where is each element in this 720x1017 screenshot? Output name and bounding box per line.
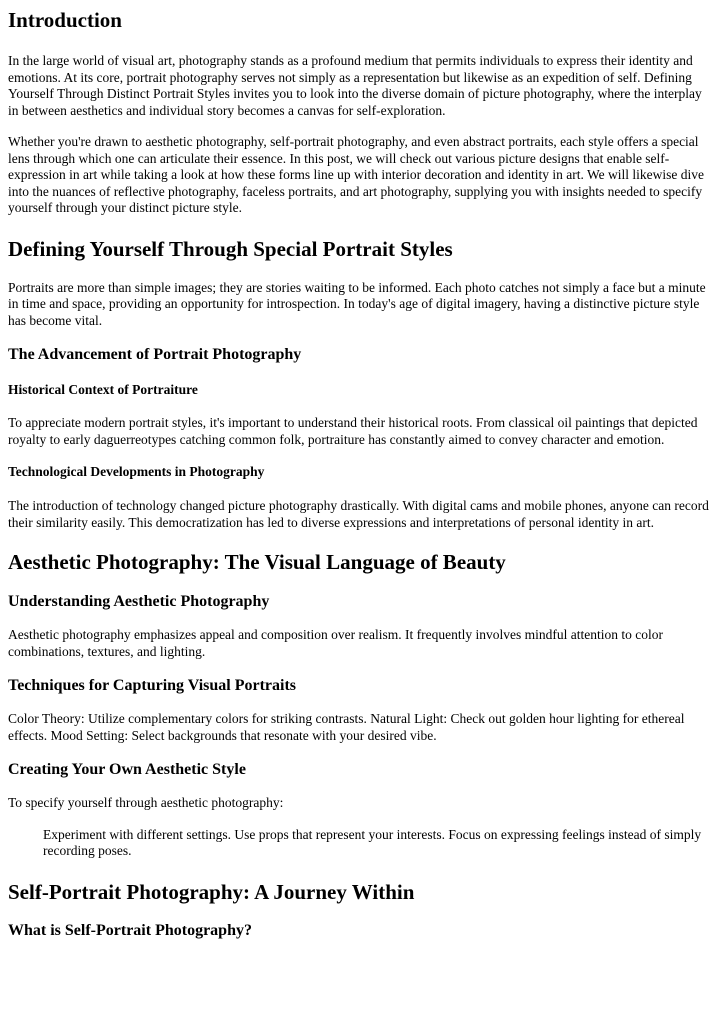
heading-techniques: Techniques for Capturing Visual Portraits xyxy=(8,677,297,694)
heading-understanding-aesthetic: Understanding Aesthetic Photography xyxy=(8,593,270,610)
heading-advancement: The Advancement of Portrait Photography xyxy=(8,346,302,363)
heading-historical-context: Historical Context of Portraiture xyxy=(8,382,198,397)
heading-technological-developments: Technological Developments in Photography xyxy=(8,464,265,479)
paragraph-introduction-1: In the large world of visual art, photography stands as a profound medium that permits individuals to express their identity and emotions. At its core, portrait photography serves not simply as a representation but likewise as an expedition of self. Defining Yourself Through Distinct Portrait Styles invites you to look into the diverse domain of picture photography, where the interplay in between aesthetics and individual story becomes a canvas for self-exploration. xyxy=(8,53,702,118)
paragraph-understanding-aesthetic: Aesthetic photography emphasizes appeal and composition over realism. It frequently involves mindful attention to color combinations, textures, and lighting. xyxy=(8,627,663,659)
paragraph-introduction-2: Whether you're drawn to aesthetic photography, self-portrait photography, and even abstract portraits, each style offers a special lens through which one can articulate their essence. In this post, we will check out various picture designs that enable self-expression in art while taking a look at how these forms line up with interior decoration and identity in art. We will likewise dive into the nuances of reflective photography, faceless portraits, and art photography, supplying you with insights needed to specify yourself through your distinct picture style. xyxy=(8,134,705,215)
paragraph-historical-context: To appreciate modern portrait styles, it's important to understand their historical roots. From classical oil paintings that depicted royalty to early daguerreotypes catching common folk, portraiture has constantly aimed to convey character and emotion. xyxy=(8,415,698,447)
paragraph-technological-developments: The introduction of technology changed picture photography drastically. With digital cams and mobile phones, anyone can record their similarity easily. This democratization has led to diverse expressions and interpretations of personal identity in art. xyxy=(8,498,709,530)
paragraph-techniques: Color Theory: Utilize complementary colors for striking contrasts. Natural Light: Check out golden hour lighting for ethereal effects. Mood Setting: Select backgrounds that resonate with your desired vibe. xyxy=(8,711,685,743)
heading-introduction: Introduction xyxy=(8,8,122,32)
blockquote-experiment: Experiment with different settings. Use props that represent your interests. Focus on expressing feelings instead of simply recording poses. xyxy=(43,826,702,858)
heading-defining-yourself: Defining Yourself Through Special Portrait Styles xyxy=(8,236,453,261)
heading-aesthetic-photography: Aesthetic Photography: The Visual Language of Beauty xyxy=(8,550,506,574)
heading-self-portrait: Self-Portrait Photography: A Journey Within xyxy=(8,879,415,904)
heading-creating-style: Creating Your Own Aesthetic Style xyxy=(8,761,246,778)
paragraph-creating-style: To specify yourself through aesthetic photography: xyxy=(8,795,284,810)
paragraph-defining-yourself: Portraits are more than simple images; they are stories waiting to be informed. Each photo catches not simply a face but a minute in time and space, providing an opportunity for introspection. In today's age of digital imagery, having a distinctive picture style has become vital. xyxy=(8,279,706,328)
heading-what-is-self-portrait: What is Self-Portrait Photography? xyxy=(8,921,252,939)
